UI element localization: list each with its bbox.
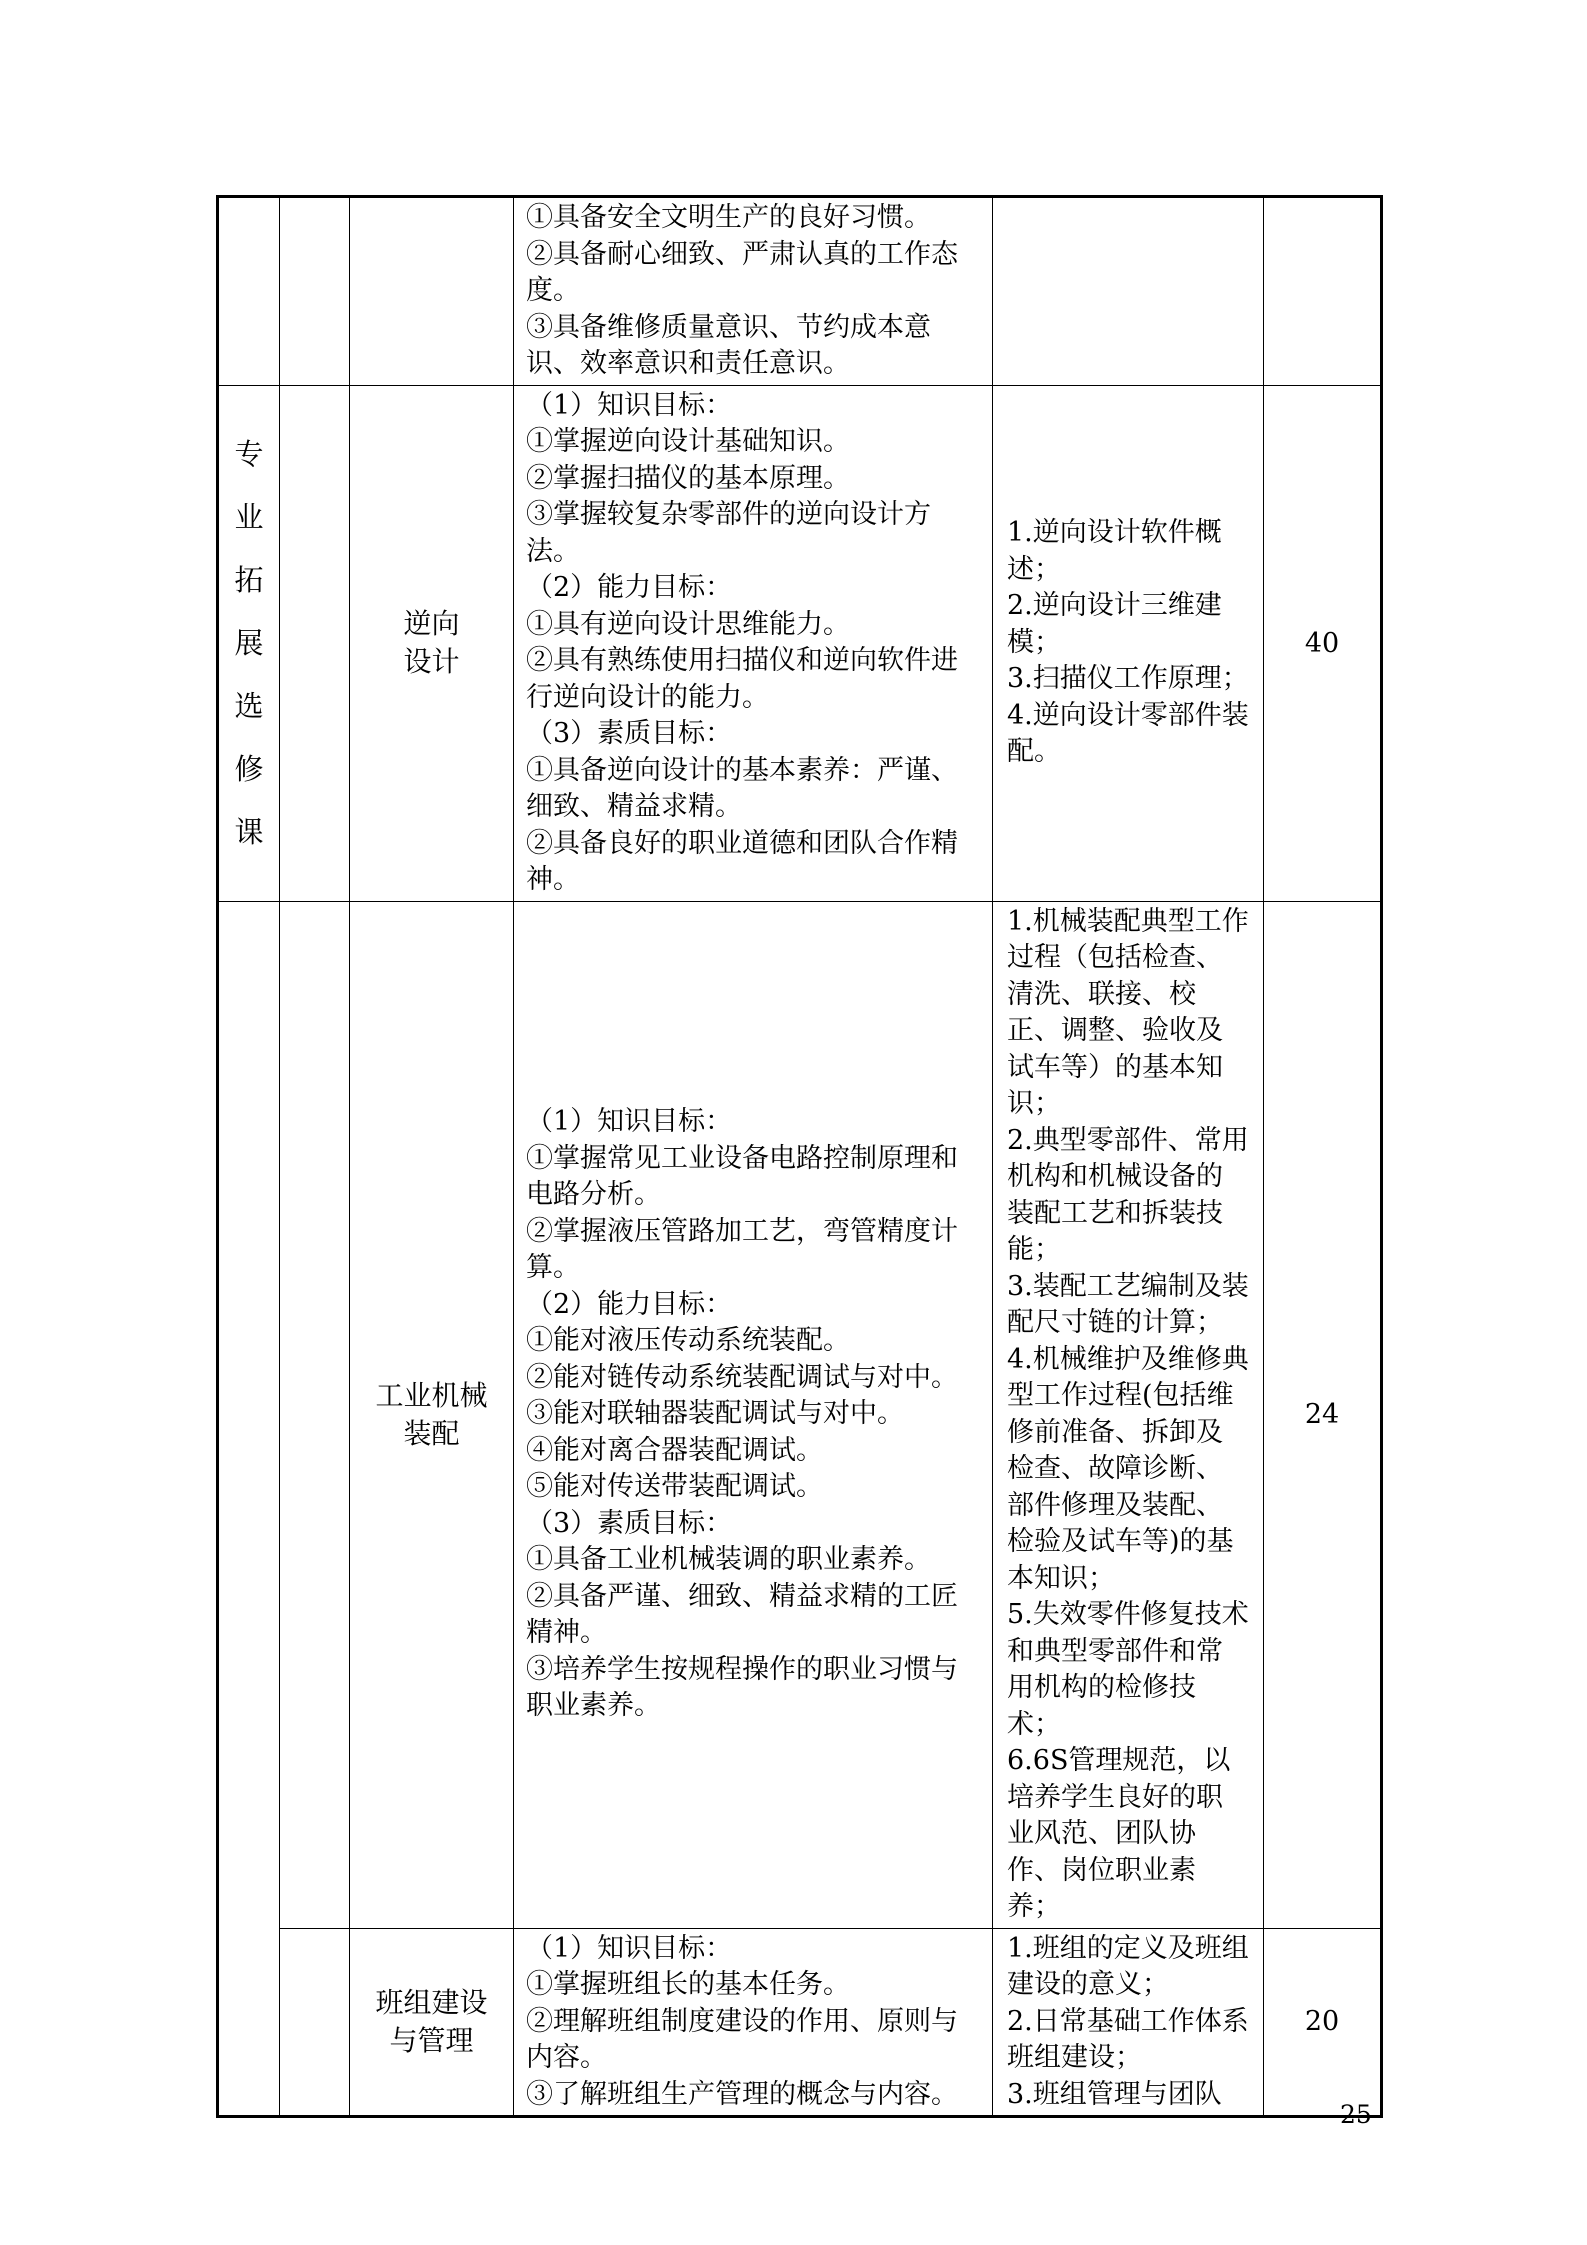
content-line: 1.班组的定义及班组建设的意义；: [1007, 1932, 1249, 2000]
table-row: [218, 385, 1382, 901]
goal-line: （1）知识目标：: [526, 1932, 733, 1964]
goal-line: ②具备严谨、细致、精益求精的工匠精神。: [526, 1580, 958, 1649]
content-line: 3.班组管理与团队: [1007, 2078, 1222, 2110]
goal-line: ③能对联轴器装配调试与对中。: [526, 1398, 904, 1430]
category-char: 课: [234, 814, 264, 849]
course-name-cell: [350, 1928, 514, 2117]
goal-line: ①具有逆向设计思维能力。: [526, 608, 850, 640]
course-content-cell: [993, 385, 1264, 901]
goal-line: ②具备耐心细致、严肃认真的工作态度。: [526, 238, 958, 306]
category-cell: [218, 385, 280, 901]
goal-line: ②能对链传动系统装配调试与对中。: [526, 1361, 958, 1393]
goal-line: ⑤能对传送带装配调试。: [526, 1471, 823, 1503]
goal-line: ③掌握较复杂零部件的逆向设计方法。: [526, 499, 931, 567]
course-name-line: 与管理: [389, 2023, 474, 2057]
category-cell-continued: [218, 901, 280, 2117]
course-goals-cell: [514, 197, 993, 386]
goal-line: ③具备维修质量意识、节约成本意识、效率意识和责任意识。: [526, 311, 931, 379]
category-cell-empty: [218, 197, 280, 386]
course-hours-cell: 40: [1264, 385, 1382, 901]
goal-line: ②理解班组制度建设的作用、原则与内容。: [526, 2005, 958, 2073]
course-name-line: 设计: [403, 645, 460, 678]
content-line: 1.逆向设计软件概述；: [1007, 517, 1222, 585]
course-content-cell: [993, 1928, 1264, 2117]
course-hours-cell: [1264, 197, 1382, 386]
category-char: 展: [234, 625, 264, 660]
content-line: 3.扫描仪工作原理；: [1007, 663, 1249, 695]
goal-line: （3）素质目标：: [526, 718, 733, 749]
content-line: 2.逆向设计三维建模；: [1007, 590, 1222, 658]
goal-line: ③了解班组生产管理的概念与内容。: [526, 2078, 958, 2110]
page-number: 25: [1340, 2100, 1372, 2129]
goal-line: ②具备良好的职业道德和团队合作精神。: [526, 827, 958, 895]
content-line: 1.机械装配典型工作过程（包括检查、清洗、联接、校正、调整、验收及试车等）的基本知识；: [1007, 905, 1249, 1119]
content-line: 3.装配工艺编制及装配尺寸链的计算；: [1007, 1270, 1249, 1338]
course-name-cell: [350, 197, 514, 386]
table-row: [218, 1928, 1382, 2117]
category-char: 拓: [234, 562, 264, 597]
index-cell: [280, 385, 350, 901]
goal-line: （3）素质目标：: [526, 1507, 733, 1539]
content-line: 4.机械维护及维修典型工作过程(包括维修前准备、拆卸及检查、故障诊断、部件修理及装配、检验及试车等)的基本知识；: [1007, 1343, 1249, 1594]
category-char: 选: [234, 688, 264, 723]
index-cell: [280, 1928, 350, 2117]
course-hours-cell: 20: [1264, 1928, 1382, 2117]
course-name-cell: [350, 385, 514, 901]
goal-line: ①掌握常见工业设备电路控制原理和电路分析。: [526, 1142, 958, 1211]
index-cell: [280, 901, 350, 1928]
goal-line: ④能对离合器装配调试。: [526, 1434, 823, 1466]
goal-line: ①具备逆向设计的基本素养：严谨、细致、精益求精。: [526, 754, 958, 822]
course-name-line: 班组建设: [375, 1985, 488, 2019]
course-content-cell: [993, 197, 1264, 386]
content-line: 4.逆向设计零部件装配。: [1007, 699, 1249, 768]
goal-line: （1）知识目标：: [526, 389, 733, 421]
table-row: [218, 901, 1382, 1928]
course-name-cell: [350, 901, 514, 1928]
goal-line: ②具有熟练使用扫描仪和逆向软件进行逆向设计的能力。: [526, 645, 958, 713]
goal-line: ②掌握扫描仪的基本原理。: [526, 462, 850, 494]
goal-line: ①具备工业机械装调的职业素养。: [526, 1544, 931, 1576]
course-name-line: 逆向: [403, 607, 460, 640]
content-line: 2.日常基础工作体系班组建设；: [1007, 2005, 1249, 2073]
course-table: [216, 195, 1383, 2118]
goal-line: （2）能力目标：: [526, 1288, 733, 1320]
course-goals-cell: [514, 1928, 993, 2117]
category-char: 修: [234, 751, 264, 786]
course-goals-cell: [514, 901, 993, 1928]
index-cell: [280, 197, 350, 386]
goal-line: ①掌握逆向设计基础知识。: [526, 426, 850, 457]
goal-line: ①掌握班组长的基本任务。: [526, 1969, 850, 2000]
table-row: [218, 197, 1382, 386]
course-name-line: 工业机械: [375, 1378, 488, 1412]
goal-line: ②掌握液压管路加工艺，弯管精度计算。: [526, 1215, 958, 1284]
goal-line: （2）能力目标：: [526, 572, 733, 603]
content-line: 6.6S管理规范，以培养学生良好的职业风范、团队协作、岗位职业素养；: [1007, 1745, 1231, 1922]
goal-line: ①能对液压传动系统装配。: [526, 1325, 850, 1357]
course-goals-cell: [514, 385, 993, 901]
category-char: 专: [234, 436, 264, 471]
content-line: 5.失效零件修复技术和典型零部件和常用机构的检修技术；: [1007, 1599, 1249, 1740]
course-name-line: 装配: [403, 1416, 460, 1450]
goal-line: ①具备安全文明生产的良好习惯。: [526, 202, 931, 233]
goal-line: ③培养学生按规程操作的职业习惯与职业素养。: [526, 1653, 958, 1722]
goal-line: （1）知识目标：: [526, 1106, 733, 1138]
course-content-cell: [993, 901, 1264, 1928]
content-line: 2.典型零部件、常用机构和机械设备的装配工艺和拆装技能；: [1007, 1124, 1249, 1265]
course-hours-cell: 24: [1264, 901, 1382, 1928]
category-char: 业: [234, 499, 264, 534]
